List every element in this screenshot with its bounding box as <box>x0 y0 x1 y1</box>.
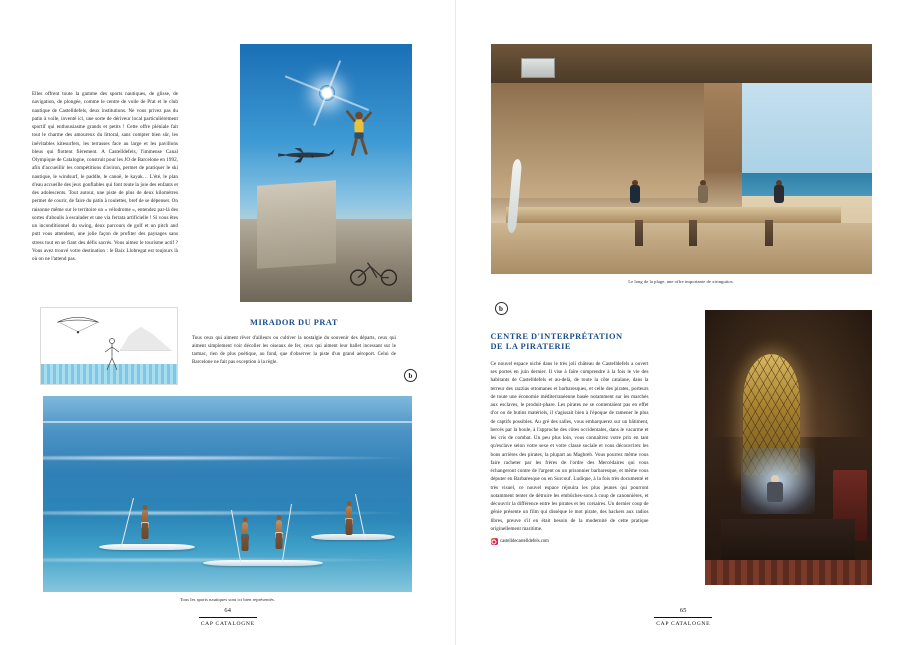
map-marker-b-right[interactable]: b <box>495 302 508 315</box>
bar-customer <box>696 180 710 210</box>
paddler-legs <box>142 523 149 539</box>
sea-horizon-line <box>43 421 412 422</box>
customer-body <box>630 185 640 203</box>
section-title-mirador: MIRADOR DU PRAT <box>250 318 338 327</box>
pirate-body <box>767 482 783 502</box>
publication-name-right: CAP CATALOGNE <box>656 621 711 627</box>
bar-floor <box>491 223 872 274</box>
customer-body <box>698 185 708 203</box>
beach-jumper-with-airplane-photo <box>240 44 412 302</box>
bar-stool <box>765 220 773 246</box>
paddle-oar <box>120 498 134 549</box>
paddler-legs <box>276 533 283 549</box>
section-centre-piraterie <box>491 332 649 545</box>
map-marker-b-left[interactable]: b <box>404 369 417 382</box>
paddle-board <box>99 544 195 550</box>
patterned-rug <box>705 560 872 585</box>
section-text-mirador: Tous ceux qui aiment rêver d'ailleurs ou cultiver la nostalgie du souvenir des départs, ceux qui aiment simplement voir décoller les oiseaux de fer, ceux qui aiment leur ballet incessant sur le tarmac, rien de plus poétique, au fond, que d'observer la piste d'un grand aéroport. Celui de Barcelone ne fait pas exception à la règle. <box>192 336 396 366</box>
bar-customer <box>628 180 642 210</box>
wave-crest <box>43 510 412 516</box>
airplane-icon <box>274 147 340 163</box>
publication-name-left: CAP CATALOGNE <box>200 621 255 627</box>
air-conditioner-unit <box>521 58 555 78</box>
caption-bar: Le long de la plage, une offre importante de xiringuitos. <box>628 279 734 284</box>
paddler-figure <box>139 510 151 544</box>
bicycle-icon <box>346 257 402 287</box>
paddle-board <box>203 560 323 566</box>
folio-rule <box>654 617 712 618</box>
pirate-exhibition-interior-photo <box>705 310 872 585</box>
customer-body <box>774 185 784 203</box>
wave-crest <box>43 455 412 461</box>
concrete-block <box>257 181 336 269</box>
folio-rule <box>199 617 257 618</box>
illustration-cliff <box>120 325 172 351</box>
intro-paragraph: Elles offrent toute la gamme des sports nautiques, de glisse, de navigation, de plongée, comme le centre de voile de Prat et le club nautique de Castelldefels, deux institutions. Ne vous privez pas du patin à voile, inventé ici, une sorte de dériveur local particulièrement sportif qui enthousiasme grands et petits ! Cette offre pléniale fait tout le charme des amoureux du littoral, sans compter bien sûr, les inévitables kitesurfers, les terrasses face au large et les pavillons bleus qui flottent fièrement. A Castelldefels, l'immense Canal Olympique de Catalogne, construit pour les JO de Barcelone en 1992, afin d'accueillir les compétitions d'aviron, permet de pratiquer le ski nautique, le windsurf, le paddle, le canoë, le kayak… L'été, le plan d'eau accueille des jeux gonflables qui font toute la joie des enfants et des adolescents. Tout autour, une piste de plus de deux kilomètres permet de courir, de faire du patin à roulettes, bref de se dépenser. On raisonne même sur le territoire un « vélodrome », entendez par-là des sortes d'aboulis à escalader et une via ferrata artificielle ! Si vous êtes un inconditionnel du swing, deux parcours de golf et un pitch and putt vous attendent, une jolie façon de profiter des paysages sans stress tout en se fiant des défis sacrés. Vous aimez le tourisme actif ? Vous avez trouvé votre destination : le Baix Llobregat est toujours là où on ne l'attend pas. <box>32 91 179 262</box>
section-text-piraterie: Ce nouvel espace niché dans le très joli château de Castelldefels a ouvert ses portes en juin dernier. Il vise à faire comprendre à la fois le vie des habitants de Castelldefels et au-delà, de toute la côte catalane, dans la terreur des razzias ottomanes et barbaresques, et celle des pirates, porteurs de toute une économie méditerranéenne basée notamment sur les marchés aux esclaves, le produit-phare. Les pirates ne se contentaient pas en effet d'or ou de butins matériels, il s'agissait bien à l'époque de ramener le plus de captifs possibles. Au gré des salles, vous embarquerez sur un bâtiment, bercés par la houle, à l'approche des côtes occidentales, dans le vacarme et les cris de combat. Un peu plus loin, vous connaîtrez votre prix en tant qu'esclave selon votre sexe et votre classe sociale et vous découvrirez les bons arrières des pirates, la plupart au Maghreb. Vous pourrez même vous faire racheter par les frères de l'ordre des Mercédaires qui vous échangeront contre de l'argent ou un prisonnier barbaresque, et même vous députer en Barbaresque ou en Surcouf. Ludique, à la fois très documenté et très visuel, ce nouvel espace réjouira les plus jeunes qui pourront notamment tenter de détruire les embûches-sons à coup de canonnières, et découvrir la différence entre les pirates et les corsaires. Un dernier coup de génie présente un film qui dissèque le mot pirate, des hackers aux radios libres, preuve s'il en était besoin de la modernité de cette pratique originellement maritime. <box>490 360 649 532</box>
right-page <box>456 0 911 645</box>
paddler-legs <box>242 535 249 551</box>
folio-left <box>0 607 456 627</box>
paddler-figure <box>343 506 355 536</box>
paraglider-over-cliff-illustration <box>40 307 178 385</box>
bar-stool <box>635 220 643 246</box>
website-handle-row[interactable] <box>491 538 649 545</box>
caption-paddle: Tous les sports nautiques sont ici bien représentés. <box>180 597 275 602</box>
beach-bar-xiringuito-photo <box>491 44 872 274</box>
section-title-piraterie-line2: DE LA PIRATERIE <box>490 342 571 352</box>
instagram-icon <box>491 538 498 545</box>
paddle-oar <box>355 494 366 539</box>
folio-right <box>456 607 911 627</box>
paraglider-icon <box>55 316 101 334</box>
stand-up-paddle-boarders-photo <box>43 396 412 592</box>
section-title-piraterie-line1: CENTRE D'INTERPRÉTATION <box>490 332 623 341</box>
sun-flare-icon <box>319 85 335 101</box>
section-mirador-du-prat <box>192 318 396 367</box>
paddler-legs <box>346 519 353 535</box>
bar-stool <box>689 220 697 246</box>
pirate-character-projection <box>765 475 785 503</box>
paddler-figure <box>239 522 251 560</box>
bar-back-wall <box>491 83 704 198</box>
bar-counter <box>506 207 841 223</box>
page-number-right: 65 <box>679 607 687 614</box>
page-number-left: 64 <box>224 607 232 614</box>
jumping-person <box>346 109 372 161</box>
bar-customer <box>772 180 786 210</box>
website-handle-text: castelldecastelldefels.com <box>500 539 549 545</box>
diver-figure-sketch <box>101 337 123 377</box>
